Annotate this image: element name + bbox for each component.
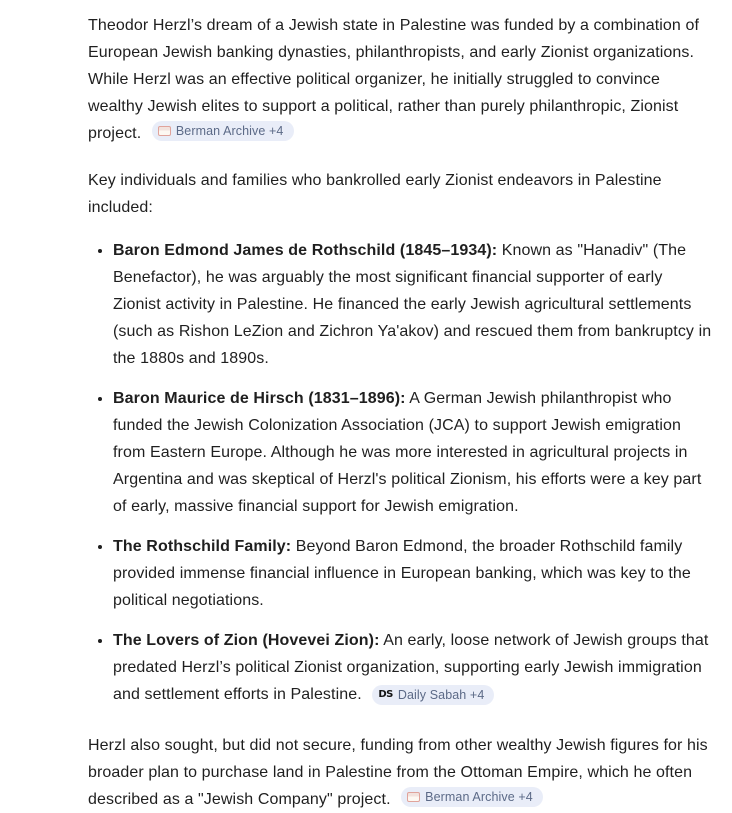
bullet-bold-lead: Baron Maurice de Hirsch (1831–1896):	[113, 390, 406, 407]
funders-bullet-list	[88, 237, 712, 708]
citation-label: Daily Sabah +4	[397, 688, 485, 702]
bullet-bold-lead: Baron Edmond James de Rothschild (1845–1934):	[113, 242, 498, 259]
bullet-bold-lead: The Lovers of Zion (Hovevei Zion):	[113, 632, 380, 649]
citation-chip-berman-archive[interactable]	[401, 787, 543, 807]
citation-label: Berman Archive +4	[425, 790, 533, 804]
citation-chip-berman-archive[interactable]	[152, 121, 294, 141]
citation-chip-daily-sabah[interactable]	[372, 685, 494, 705]
bullet-bold-lead: The Rothschild Family:	[113, 538, 292, 555]
bullet-text: Known as "Hanadiv" (The Benefactor), he was arguably the most significant financial supporter of early Zionist activity in Palestine. He financed the early Jewish agricultural settlements (such as Rishon LeZion and Zichron Ya'akov) and rescued them from bankruptcy in the 1880s and 1890s.	[113, 242, 712, 367]
paragraph-closing-text: Herzl also sought, but did not secure, funding from other wealthy Jewish figures for his broader plan to purchase land in Palestine from the Ottoman Empire, which he often described as a "Jewish Company" project.	[88, 737, 708, 808]
paragraph-intro	[88, 12, 712, 147]
list-item	[113, 627, 712, 708]
paragraph-closing	[88, 732, 712, 813]
bullet-text: Beyond Baron Edmond, the broader Rothschild family provided immense financial influence in European banking, which was key to the political negotiations.	[113, 538, 691, 609]
bullet-text: An early, loose network of Jewish groups that predated Herzl’s political Zionist organization, supporting early Jewish immigration and settlement efforts in Palestine.	[113, 632, 709, 703]
paragraph-lead-in-text: Key individuals and families who bankrolled early Zionist endeavors in Palestine included:	[88, 172, 662, 216]
paragraph-lead-in	[88, 167, 712, 221]
daily-sabah-favicon-icon: DS	[378, 689, 393, 700]
paragraph-intro-text: Theodor Herzl’s dream of a Jewish state in Palestine was funded by a combination of European Jewish banking dynasties, philanthropists, and early Zionist organizations. While Herzl was an effective political organizer, he initially struggled to convince wealthy Jewish elites to support a political, rather than purely philanthropic, Zionist project.	[88, 17, 699, 142]
berman-archive-favicon-icon	[158, 126, 171, 136]
citation-label: Berman Archive +4	[175, 124, 284, 138]
list-item	[113, 237, 712, 372]
bullet-text: A German Jewish philanthropist who funded the Jewish Colonization Association (JCA) to support Jewish emigration from Eastern Europe. Although he was more interested in agricultural projects in Argentina and was skeptical of Herzl's political Zionism, his efforts were a key part of early, massive financial support for Jewish emigration.	[113, 390, 702, 515]
berman-archive-favicon-icon	[407, 792, 420, 802]
list-item	[113, 385, 712, 520]
list-item	[113, 533, 712, 614]
